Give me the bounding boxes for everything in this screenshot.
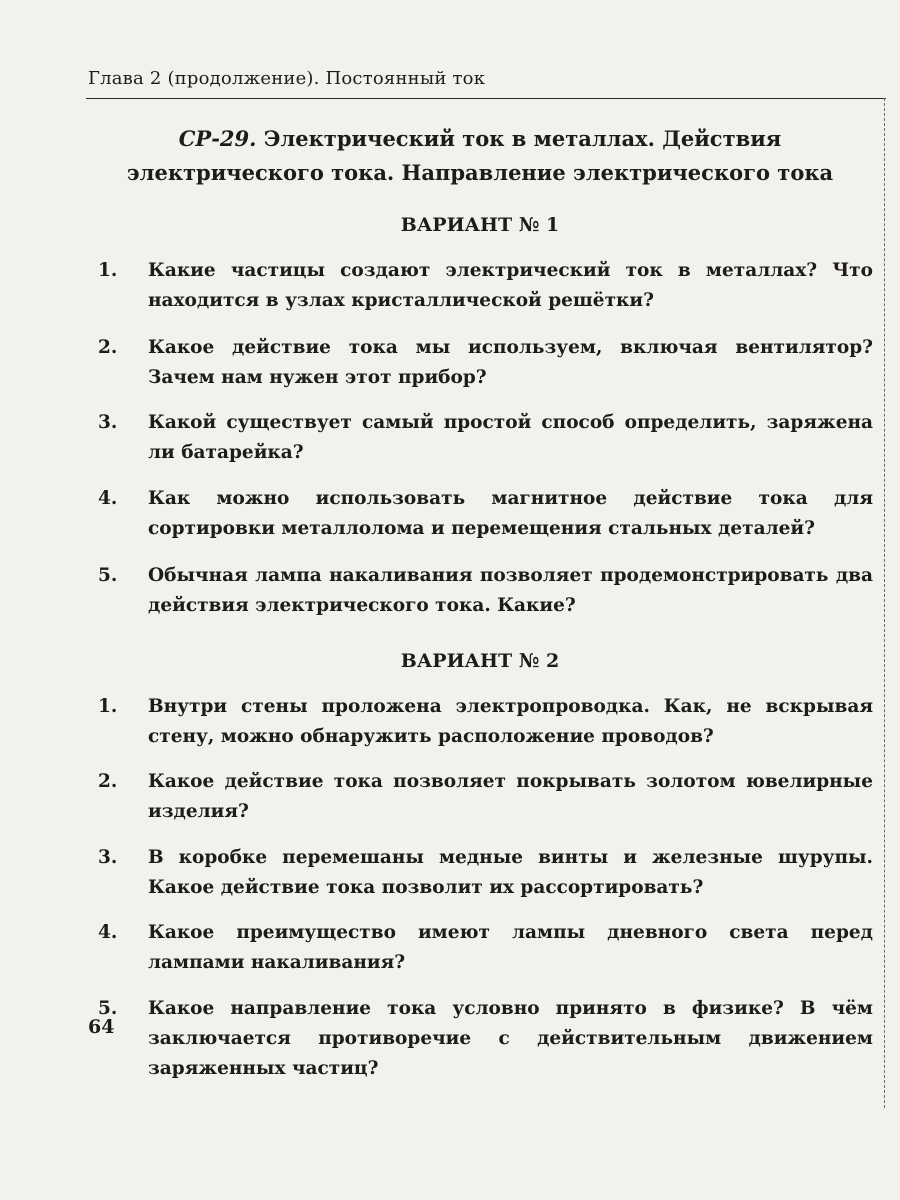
- margin-rule: [884, 98, 885, 1108]
- question-number: 2.: [98, 337, 118, 358]
- question-text: Какое направление тока условно принято в физике? В чём заключается противоречие с действительным движением заряженных частиц?: [148, 998, 873, 1079]
- question-number: 5.: [98, 565, 118, 586]
- question-text: Какое преимущество имеют лампы дневного света перед лампами накаливания?: [148, 922, 873, 973]
- header-rule: [86, 98, 886, 99]
- question-number: 3.: [98, 847, 118, 868]
- question-text: Как можно использовать магнитное действие тока для сортировки металлолома и перемещения стальных деталей?: [148, 488, 873, 539]
- question-text: Обычная лампа накаливания позволяет продемонстрировать два действия электрического тока. Какие?: [148, 565, 873, 616]
- question-item: [98, 408, 873, 468]
- question-item: [98, 561, 873, 621]
- variant-1-heading: ВАРИАНТ № 1: [400, 214, 560, 236]
- question-text: В коробке перемешаны медные винты и железные шурупы. Какое действие тока позволит их рассортировать?: [148, 847, 873, 898]
- question-item: [98, 484, 873, 544]
- question-item: [98, 333, 873, 393]
- question-text: Какое действие тока позволяет покрывать золотом ювелирные изделия?: [148, 771, 873, 822]
- worksheet-title: [100, 122, 860, 190]
- question-number: 4.: [98, 488, 118, 509]
- question-number: 1.: [98, 260, 118, 281]
- running-head: Глава 2 (продолжение). Постоянный ток: [88, 68, 486, 89]
- question-text: Внутри стены проложена электропроводка. Как, не вскрывая стену, можно обнаружить расположение проводов?: [148, 696, 873, 747]
- question-item: [98, 994, 873, 1084]
- question-item: [98, 767, 873, 827]
- question-item: [98, 256, 873, 316]
- question-item: [98, 692, 873, 752]
- question-text: Какие частицы создают электрический ток в металлах? Что находится в узлах кристаллической решётки?: [148, 260, 873, 311]
- worksheet-code: СР-29.: [178, 126, 257, 151]
- title-line-1: [100, 122, 860, 156]
- question-text: Какое действие тока мы используем, включая вентилятор? Зачем нам нужен этот прибор?: [148, 337, 873, 388]
- question-number: 3.: [98, 412, 118, 433]
- question-number: 4.: [98, 922, 118, 943]
- title-line-2: электрического тока. Направление электрического тока: [126, 160, 834, 185]
- question-number: 5.: [98, 998, 118, 1019]
- question-item: [98, 843, 873, 903]
- page-number: 64: [88, 1016, 115, 1038]
- question-number: 2.: [98, 771, 118, 792]
- title-line-1-text: Электрический ток в металлах. Действия: [256, 126, 782, 151]
- variant-2-heading: ВАРИАНТ № 2: [400, 650, 560, 672]
- question-number: 1.: [98, 696, 118, 717]
- question-text: Какой существует самый простой способ определить, заряжена ли батарейка?: [148, 412, 873, 463]
- question-item: [98, 918, 873, 978]
